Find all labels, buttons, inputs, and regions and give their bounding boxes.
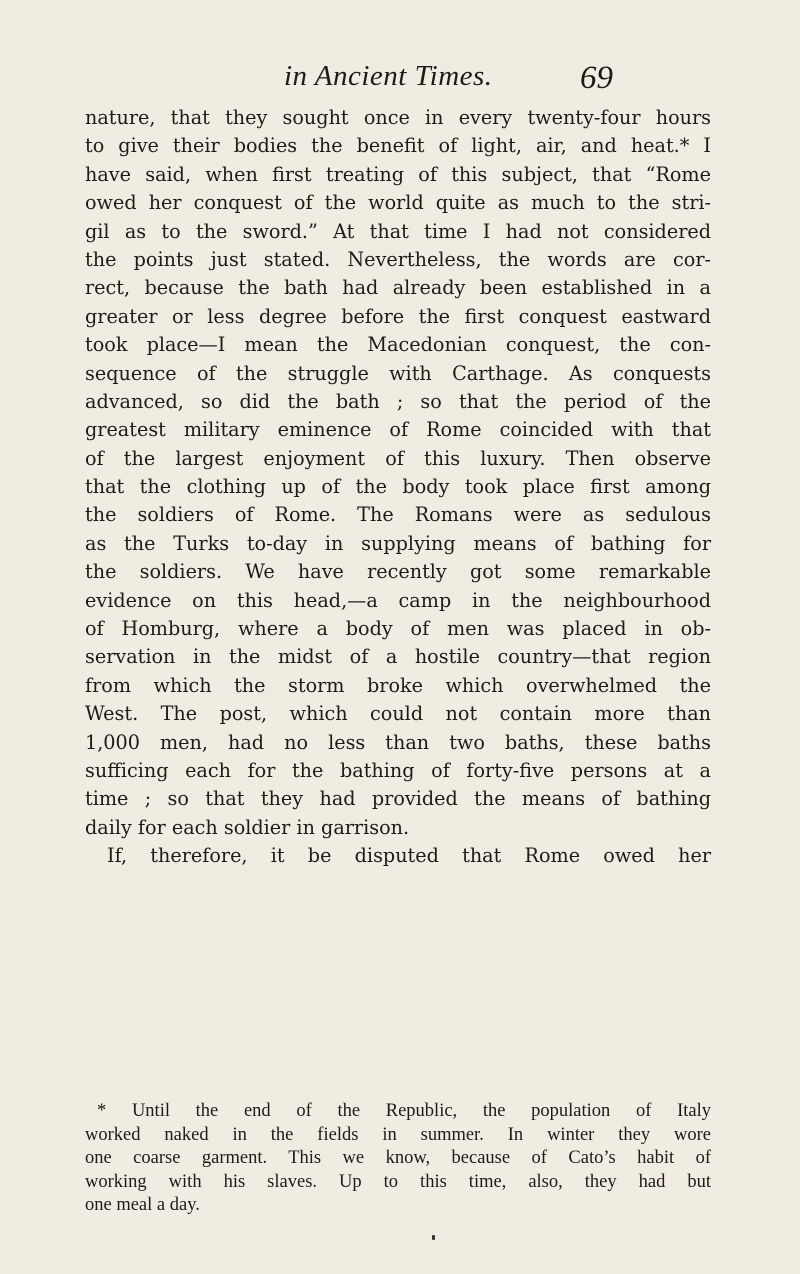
footnote-line: one meal a day. xyxy=(85,1195,200,1215)
paragraph-start-line: If, therefore, it be disputed that Rome owed her xyxy=(107,844,711,868)
text-line: sufficing each for the bathing of forty-five persons at a xyxy=(85,758,711,782)
page-header xyxy=(0,52,800,102)
text-line: advanced, so did the bath ; so that the period of the xyxy=(85,389,711,413)
text-line: time ; so that they had provided the means of bathing xyxy=(85,787,711,811)
text-line: gil as to the sword.” At that time I had not considered xyxy=(85,219,711,243)
text-line: of the largest enjoyment of this luxury. Then observe xyxy=(85,446,711,470)
paragraph-end-line: daily for each soldier in garrison. xyxy=(85,815,410,839)
print-mark xyxy=(432,1235,435,1240)
text-line: West. The post, which could not contain more than xyxy=(85,702,711,726)
text-line: servation in the midst of a hostile country—that region xyxy=(85,645,711,669)
text-line: the soldiers of Rome. The Romans were as sedulous xyxy=(85,503,711,527)
text-line: greater or less degree before the first conquest eastward xyxy=(85,304,711,328)
footnote-line: * Until the end of the Republic, the population of Italy xyxy=(97,1101,711,1121)
text-line: nature, that they sought once in every twenty-four hours xyxy=(85,106,711,129)
text-line: as the Turks to-day in supplying means of bathing for xyxy=(85,531,711,555)
footnote-line: one coarse garment. This we know, because of Cato’s habit of xyxy=(85,1148,711,1168)
footnote xyxy=(85,1100,711,1218)
footnote-line: worked naked in the fields in summer. In winter they wore xyxy=(85,1124,711,1145)
text-line: that the clothing up of the body took place first among xyxy=(85,475,711,499)
text-line: the points just stated. Nevertheless, the words are cor- xyxy=(85,247,711,271)
text-line: to give their bodies the benefit of light, air, and heat.* I xyxy=(85,134,711,158)
page-number: 69 xyxy=(580,60,613,96)
text-line: rect, because the bath had already been established in a xyxy=(85,276,711,300)
text-line: evidence on this head,—a camp in the neighbourhood xyxy=(85,588,711,612)
text-line: greatest military eminence of Rome coincided with that xyxy=(85,418,711,442)
footnote-line: working with his slaves. Up to this time, also, they had but xyxy=(85,1171,711,1192)
running-head: in Ancient Times. xyxy=(284,60,493,92)
text-line: owed her conquest of the world quite as much to the stri- xyxy=(85,191,711,215)
text-line: of Homburg, where a body of men was placed in ob- xyxy=(85,617,711,641)
text-line: took place—I mean the Macedonian conquest, the con- xyxy=(85,333,711,357)
text-line: have said, when first treating of this subject, that “Rome xyxy=(85,162,711,186)
text-line: 1,000 men, had no less than two baths, these baths xyxy=(85,730,711,754)
text-line: sequence of the struggle with Carthage. As conquests xyxy=(85,361,711,385)
text-line: from which the storm broke which overwhelmed the xyxy=(85,673,711,697)
main-text xyxy=(85,104,711,871)
text-line: the soldiers. We have recently got some remarkable xyxy=(85,560,711,584)
